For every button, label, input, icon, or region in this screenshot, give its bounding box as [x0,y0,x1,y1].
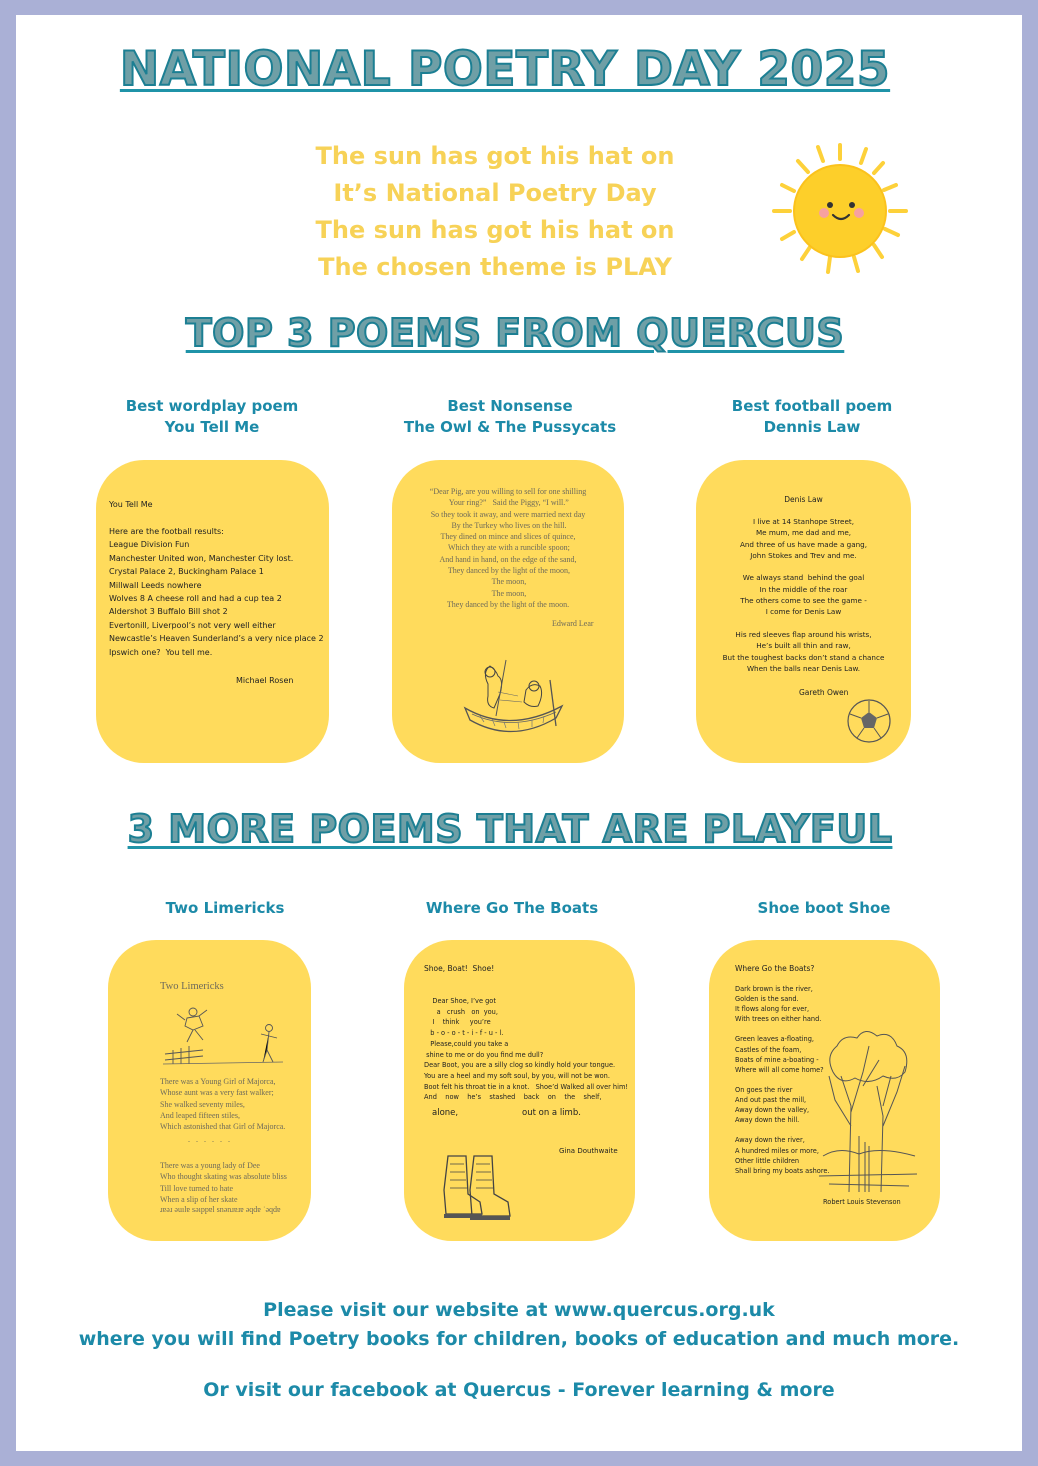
page-title: NATIONAL POETRY DAY 2025 [119,42,891,97]
rhyme-line-1: The sun has got his hat on [315,142,675,170]
poem-author: Michael Rosen [236,676,294,685]
footer-books-line: where you will find Poetry books for children, books of education and much more. [78,1328,960,1350]
limerick-verse-2-flipped: ɹɐǝɹ ǝuılɐ sǝıppɐl snǝnɹɐɹɐ ǝqdɐ ˙ǝqdɐ [160,1205,281,1214]
poem-body: Dear Shoe, I’ve got a crush on you, I think you’re b - o - o - t - i - f - u - l. Please,could you take a shine to me or do you find me dull? Dear Boot, you are a silly clog so kindly hold your tongue. You are a heel and my soft soul, by you, will not be won. Boot felt his throat tie in a knot. Shoe’d Walked all over him! And now he’s stashed back on the shelf, [424,997,629,1102]
poem-card-two-limericks [108,940,311,1241]
caption-wordplay-line1: Best wordplay poem [125,397,299,415]
sun-icon [768,135,918,280]
poem-title: Where Go the Boats? [735,964,815,973]
caption-football-line2: Dennis Law [763,418,861,436]
caption-nonsense [380,396,640,438]
poem-limb: out on a limb. [522,1108,581,1118]
rhyme-line-2: It’s National Poetry Day [333,179,657,207]
poem-card-denis-law [696,460,911,763]
limerick-illustration [163,1004,283,1070]
caption-nonsense-line1: Best Nonsense [447,397,573,415]
football-icon [846,698,892,744]
caption-football [682,396,942,438]
footer-website-line: Please visit our website at www.quercus.org.uk [263,1299,775,1321]
poem-body: Dark brown is the river, Golden is the sand. It flows along for ever, With trees on either hand. Green leaves a-floating, Castles of the foam, Boats of mine a-boating - Where will all come home? On goes the river And out past the mill, Away down the valley, Away down the hill. Away down the river, A hundred miles or more, Other little children Shall bring my boats ashore. [735,985,830,1175]
trees-illustration [819,1016,917,1192]
caption-football-line1: Best football poem [731,397,893,415]
rhyme-line-3: The sun has got his hat on [315,216,675,244]
poem-title: Shoe, Boat! Shoe! [424,964,495,973]
poem-title: You Tell Me [109,500,153,509]
poem-title: Denis Law [784,495,823,504]
caption-limericks: Two Limericks [165,899,285,917]
poem-body: “Dear Pig, are you willing to sell for one shilling Your ring?” Said the Piggy, “I will.” So they took it away, and were married next day By the Turkey who lives on the hill. They dined on mince and slices of quince, Which they ate with a runcible spoon; And hand in hand, on the edge of the sand, They danced by the light of the moon, The moon, The moon, They danced by the light of the moon. [429,487,587,609]
boots-illustration [440,1150,516,1222]
limerick-divider: . . . . . . [188,1135,230,1144]
limerick-verse-2: There was a young lady of Dee Who thought skating was absolute bliss Till love turned to hate When a slip of her skate [160,1161,287,1204]
boat-cats-illustration [460,656,570,741]
poem-body: Here are the football results: League Division Fun Manchester United won, Manchester City lost. Crystal Palace 2, Buckingham Palace 1 Millwall Leeds nowhere Wolves 8 A cheese roll and had a cup tea 2 Aldershot 3 Buffalo Bill shot 2 Evertonill, Liverpool’s not very well either Newcastle’s Heaven Sunderland’s a very nice place 2 Ipswich one? You tell me. [109,527,324,657]
caption-where-go-boats: Where Go The Boats [425,899,599,917]
poem-card-shoe-boot [404,940,635,1241]
rhyme-line-4: The chosen theme is PLAY [318,253,672,281]
footer-facebook-line: Or visit our facebook at Quercus - Forever learning & more [203,1379,835,1401]
caption-nonsense-line2: The Owl & The Pussycats [403,418,617,436]
poem-title: Two Limericks [160,981,224,992]
caption-wordplay-line2: You Tell Me [164,418,260,436]
poem-author: Edward Lear [552,619,594,628]
poem-author: Gareth Owen [799,688,849,697]
poem-author: Robert Louis Stevenson [823,1198,901,1206]
poem-card-where-go-boats [709,940,940,1241]
caption-wordplay [82,396,342,438]
caption-shoe-boot: Shoe boot Shoe [757,899,891,917]
section-heading-top3: TOP 3 POEMS FROM QUERCUS [185,311,845,355]
poem-card-owl-pussycats [392,460,624,763]
poem-alone: alone, [432,1108,459,1118]
poem-author: Gina Douthwaite [559,1147,618,1155]
poem-body: I live at 14 Stanhope Street, Me mum, me dad and me, And three of us have made a gang, John Stokes and Trev and me. We always stand behind the goal In the middle of the roar The others come to see the game - I come for Denis Law His red sleeves flap around his wrists, He’s built all thin and raw, But the toughest backs don’t stand a chance When the balls near Denis Law. [722,517,885,673]
section-heading-playful: 3 MORE POEMS THAT ARE PLAYFUL [127,807,893,851]
poem-card-you-tell-me [96,460,329,763]
limerick-verse-1: There was a Young Girl of Majorca, Whose aunt was a very fast walker; She walked seventy miles, And leaped fifteen stiles, Which astonished that Girl of Majorca. [160,1077,286,1132]
